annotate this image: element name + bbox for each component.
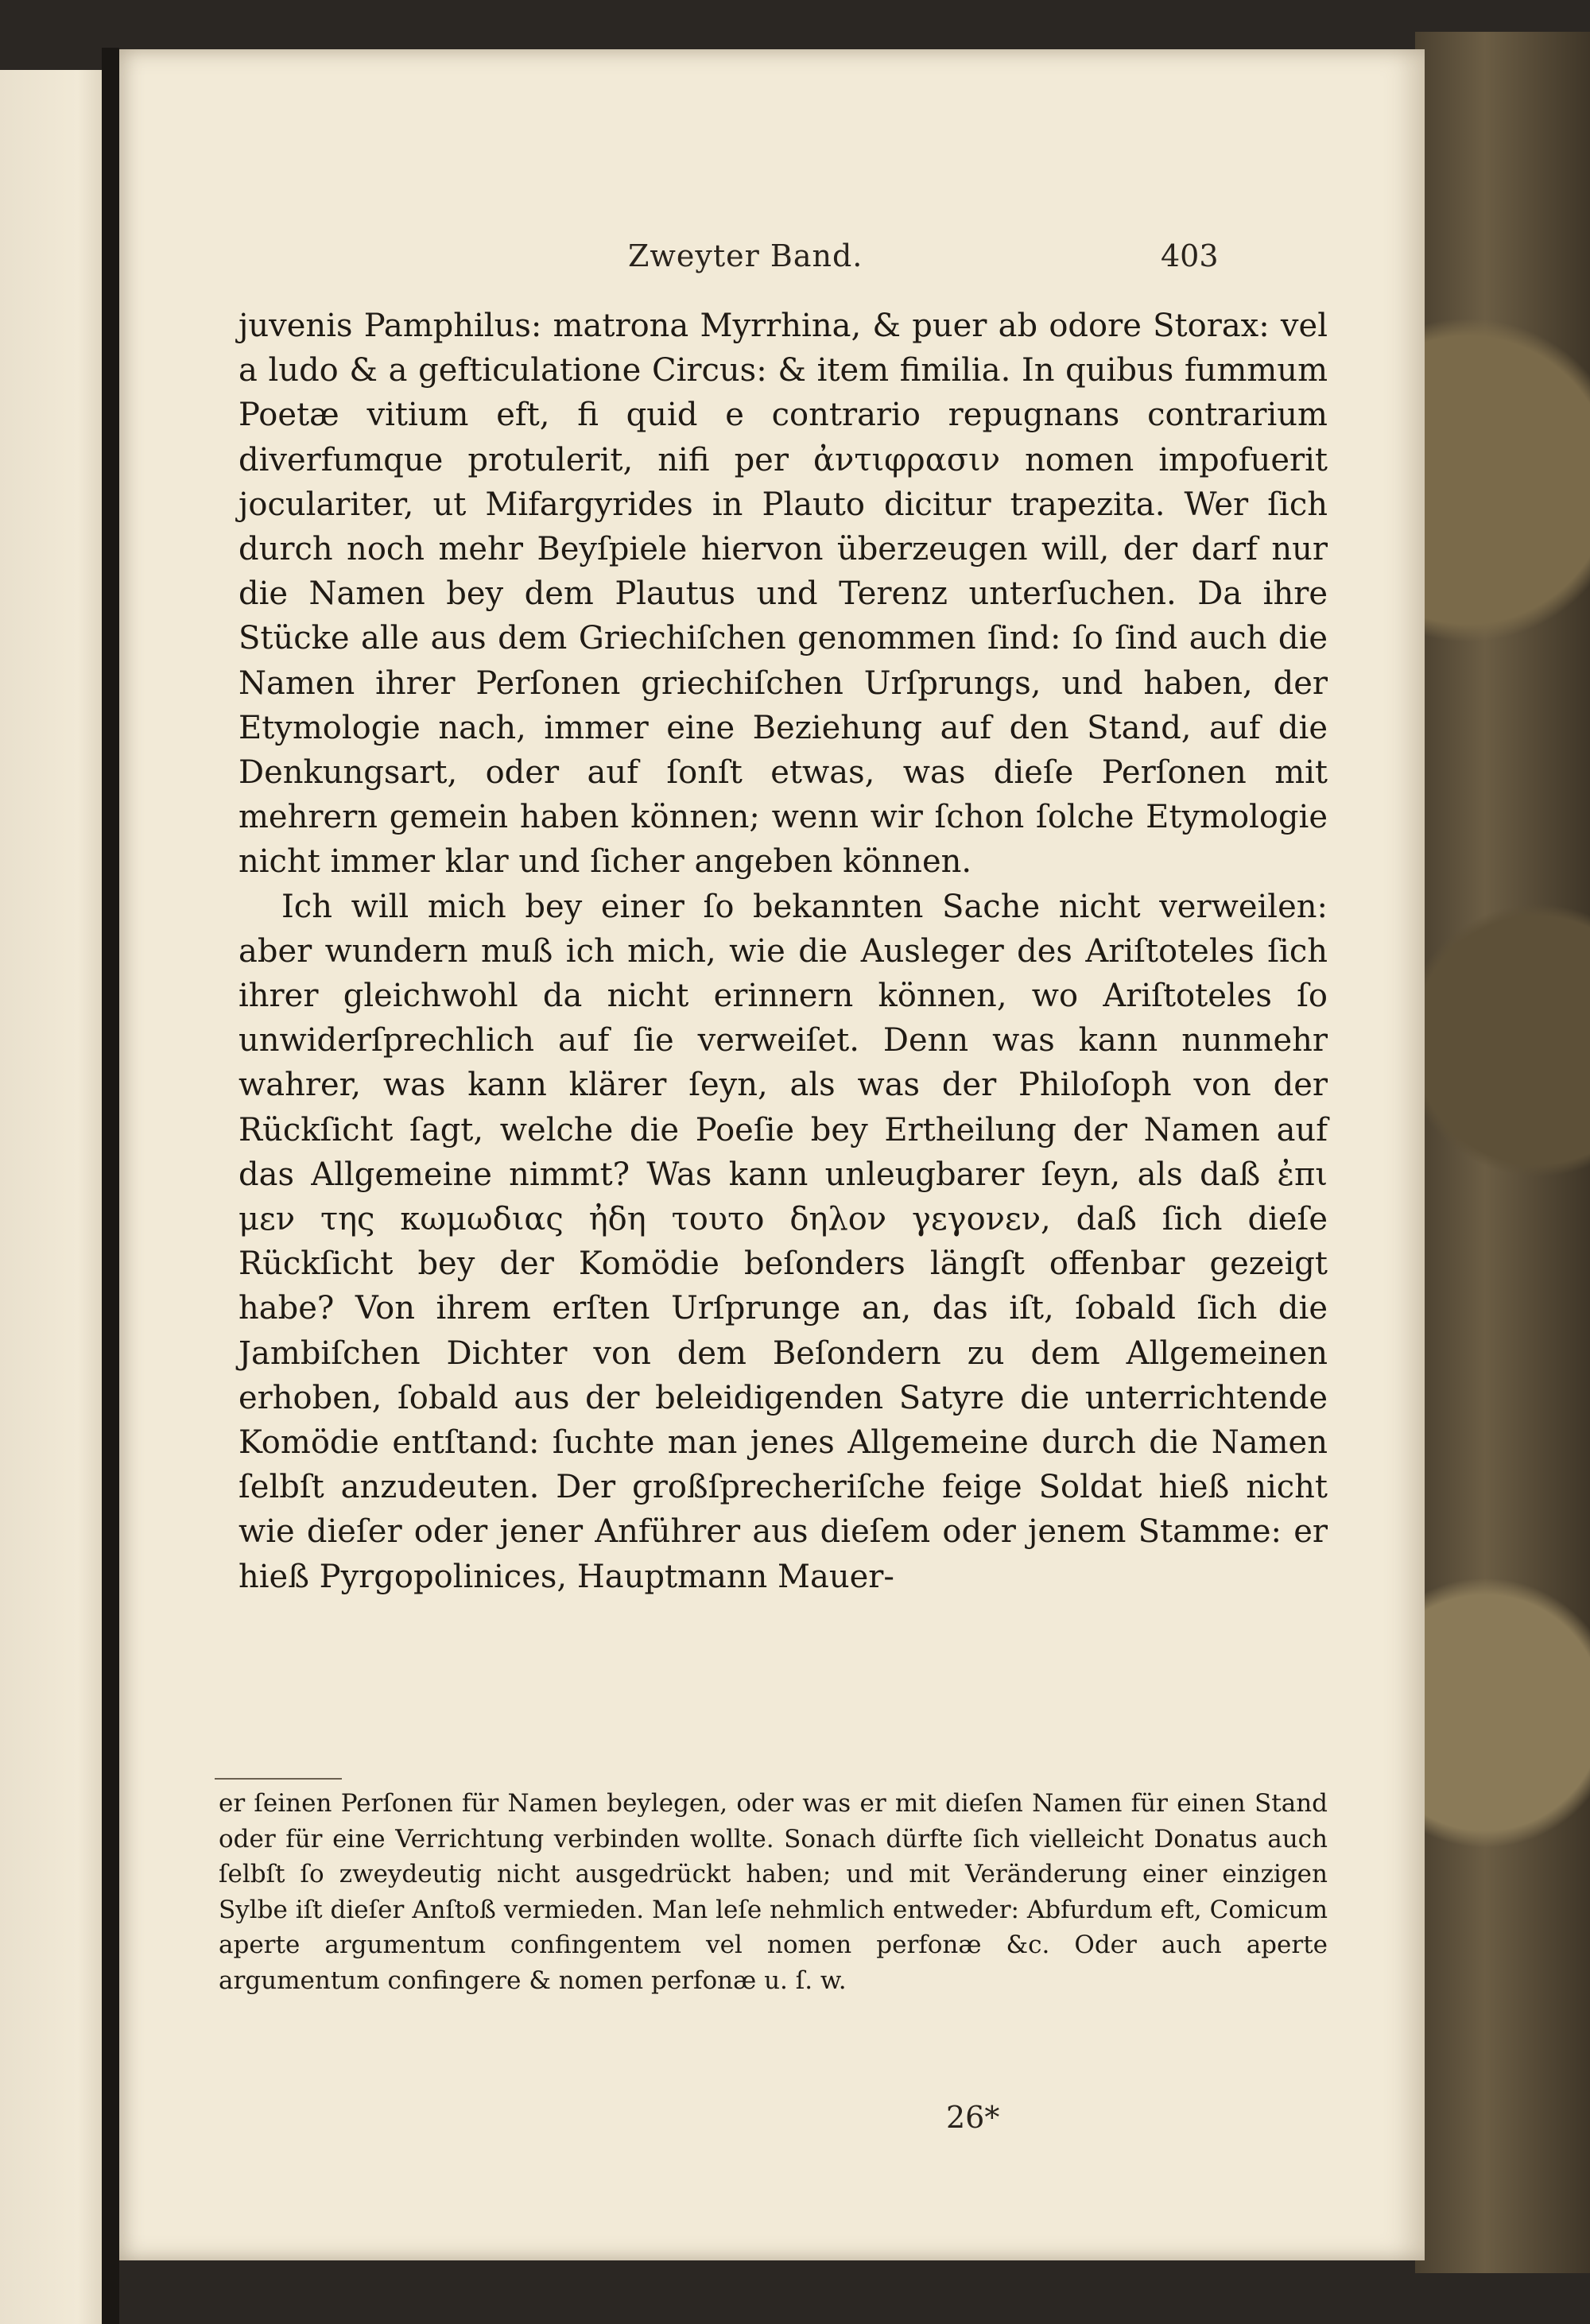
paragraph-1: juvenis Pamphilus: matrona Myrrhina, & puer ab odore Storax: vel a ludo & a gefticulatione Circus: & item fimilia. In quibus fummum Poetæ vitium eft, fi quid e contrario repugnans contrarium diverfumque protulerit, nifi per ἀντιφρασιν nomen impofuerit joculariter, ut Mifargyrides in Plauto dicitur trapezita. Wer ſich durch noch mehr Beyſpiele hiervon überzeugen will, der darf nur die Namen bey dem Plautus und Terenz unterſuchen. Da ihre Stücke alle aus dem Griechiſchen genommen ſind: ſo ſind auch die Namen ihrer Perſonen griechiſchen Urſprungs, und haben, der Etymologie nach, immer eine Beziehung auf den Stand, auf die Denkungsart, oder auf ſonſt etwas, was dieſe Perſonen mit mehrern gemein haben können; wenn wir ſchon ſolche Etymologie nicht immer klar und ſicher angeben können. [238, 308, 1328, 881]
running-head: Zweyter Band. [628, 238, 863, 273]
left-page-edge [0, 70, 111, 2324]
book-page [119, 49, 1425, 2260]
page-number: 403 [1161, 238, 1219, 273]
page-header [119, 238, 1425, 278]
book-gutter [102, 48, 119, 2324]
paragraph-2: Ich will mich bey einer ſo bekannten Sache nicht verweilen: aber wundern muß ich mich, wie die Ausleger des Ariſtoteles ſich ihrer gleichwohl da nicht erinnern können, wo Ariſtoteles ſo unwiderſprechlich auf ſie verweiſet. Denn was kann nunmehr wahrer, was kann klärer ſeyn, als was der Philoſoph von der Rückſicht ſagt, welche die Poeſie bey Ertheilung der Namen auf das Allgemeine nimmt? Was kann unleugbarer ſeyn, als daß ἐπι μεν της κωμωδιας ἠδη τουτο δηλον γεγονεν, daß ſich dieſe Rückſicht bey der Komödie beſonders längſt offenbar gezeigt habe? Von ihrem erſten Urſprunge an, das iſt, ſobald ſich die Jambiſchen Dichter von dem Beſondern zu dem Allgemeinen erhoben, ſobald aus der beleidigenden Satyre die unterrichtende Komödie entſtand: ſuchte man jenes Allgemeine durch die Namen ſelbſt anzudeuten. Der großſprecheriſche feige Soldat hieß nicht wie dieſer oder jener Anführer aus dieſem oder jenem Stamme: er hieß Pyrgopolinices, Hauptmann Mauer- [238, 888, 1328, 1595]
marbled-cover [1415, 32, 1590, 2273]
footnote: er ſeinen Perſonen für Namen beylegen, oder was er mit dieſen Namen für einen Stand oder für eine Verrichtung verbinden wollte. Sonach dürfte ſich vielleicht Donatus auch ſelbſt ſo zweydeutig nicht ausgedrückt haben; und mit Veränderung einer einzigen Sylbe iſt dieſer Anſtoß vermieden. Man leſe nehmlich entweder: Abfurdum eft, Comicum aperte argumentum confingentem vel nomen perfonæ &c. Oder auch aperte argumentum confingere & nomen perfonæ u. ſ. w. [219, 1789, 1328, 1995]
footnote-rule [215, 1778, 342, 1780]
main-text [238, 304, 1328, 1599]
signature-mark: 26* [946, 2100, 1000, 2135]
